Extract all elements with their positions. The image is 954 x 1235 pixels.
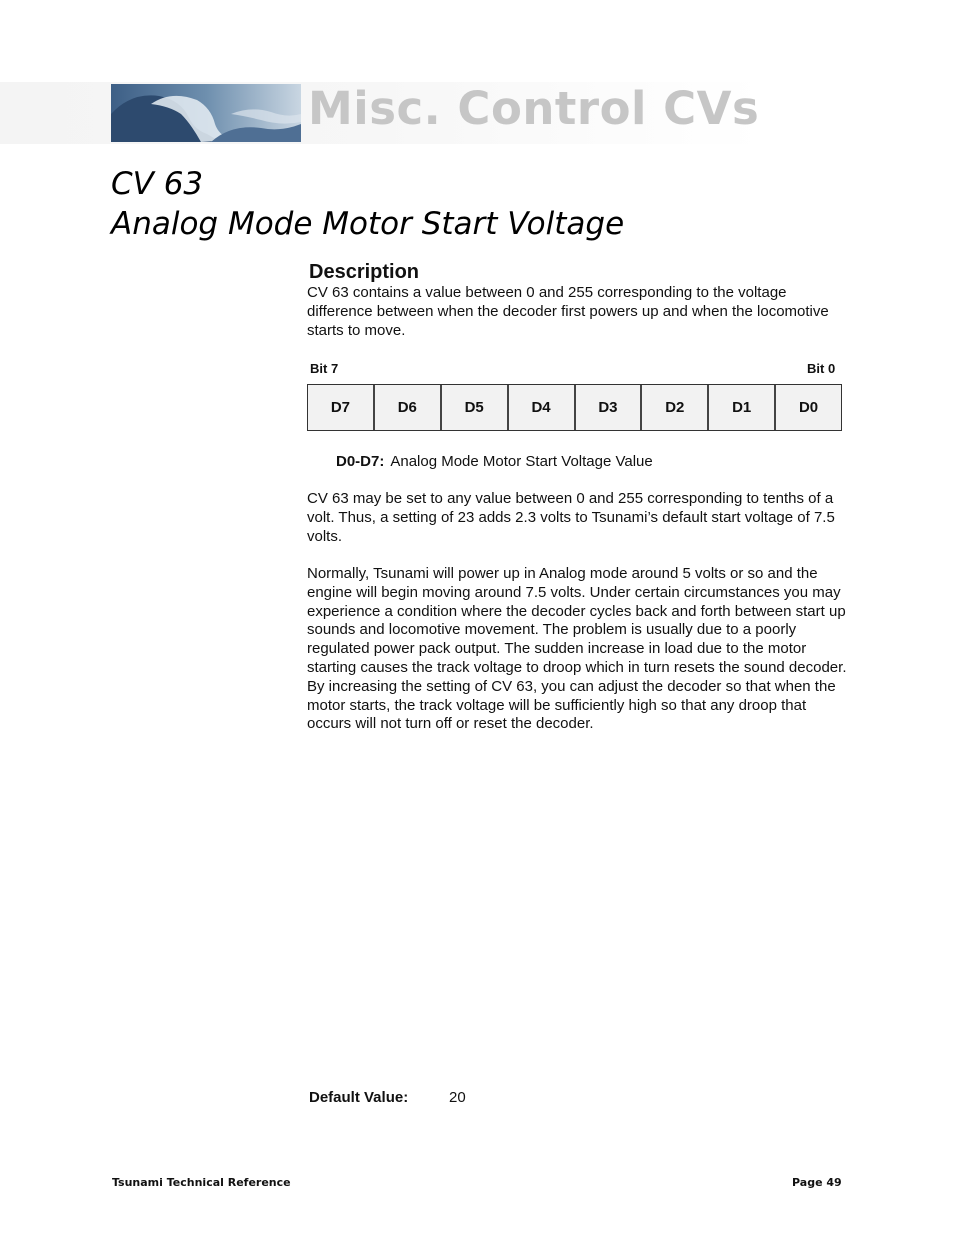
bit-cell-d3: D3 <box>576 385 643 430</box>
bit-cell-d6: D6 <box>375 385 442 430</box>
bit-cell-d2: D2 <box>642 385 709 430</box>
default-value: 20 <box>449 1089 466 1106</box>
wave-image <box>111 84 301 142</box>
bit-definition <box>336 453 653 470</box>
default-value-label: Default Value: <box>309 1089 409 1106</box>
description-intro: CV 63 contains a value between 0 and 255 corresponding to the voltage difference between when the decoder first powers up and when the locomotive starts to move. <box>307 284 829 339</box>
bit-definition-text: Analog Mode Motor Start Voltage Value <box>390 453 653 470</box>
bit-cell-d1: D1 <box>709 385 776 430</box>
section-title: Misc. Control CVs <box>308 82 760 135</box>
bit-cell-d0: D0 <box>776 385 841 430</box>
bit-cell-d5: D5 <box>442 385 509 430</box>
bit-cell-d4: D4 <box>509 385 576 430</box>
bit7-label: Bit 7 <box>310 361 339 376</box>
body-paragraph-2: Normally, Tsunami will power up in Analog mode around 5 volts or so and the engine will begin moving around 7.5 volts. Under certain circumstances you may experience a condition where the decoder cycles back and forth between start up sounds and locomotive movement. The problem is usually due to a poorly regulated power pack output. The sudden increase in load due to the motor starting causes the track voltage to droop which in turn resets the sound decoder. By increasing the setting of CV 63, you can adjust the decoder so that when the motor starts, the track voltage will be sufficiently high so that any droop that occurs will not turn off or reset the decoder. <box>307 565 847 733</box>
footer-page-number: Page 49 <box>792 1176 842 1189</box>
cv-number: CV 63 <box>111 166 204 202</box>
cv-title <box>111 164 624 244</box>
cv-name: Analog Mode Motor Start Voltage <box>111 206 625 242</box>
bit-definition-term: D0-D7: <box>336 453 385 470</box>
description-heading: Description <box>309 261 420 283</box>
footer-doc-title: Tsunami Technical Reference <box>112 1176 291 1189</box>
bit-table <box>307 384 842 431</box>
body-paragraph-1: CV 63 may be set to any value between 0 and 255 corresponding to tenths of a volt. Thus, a setting of 23 adds 2.3 volts to Tsunami’s default start voltage of 7.5 volts. <box>307 490 835 545</box>
bit0-label: Bit 0 <box>807 361 836 376</box>
bit-cell-d7: D7 <box>308 385 375 430</box>
